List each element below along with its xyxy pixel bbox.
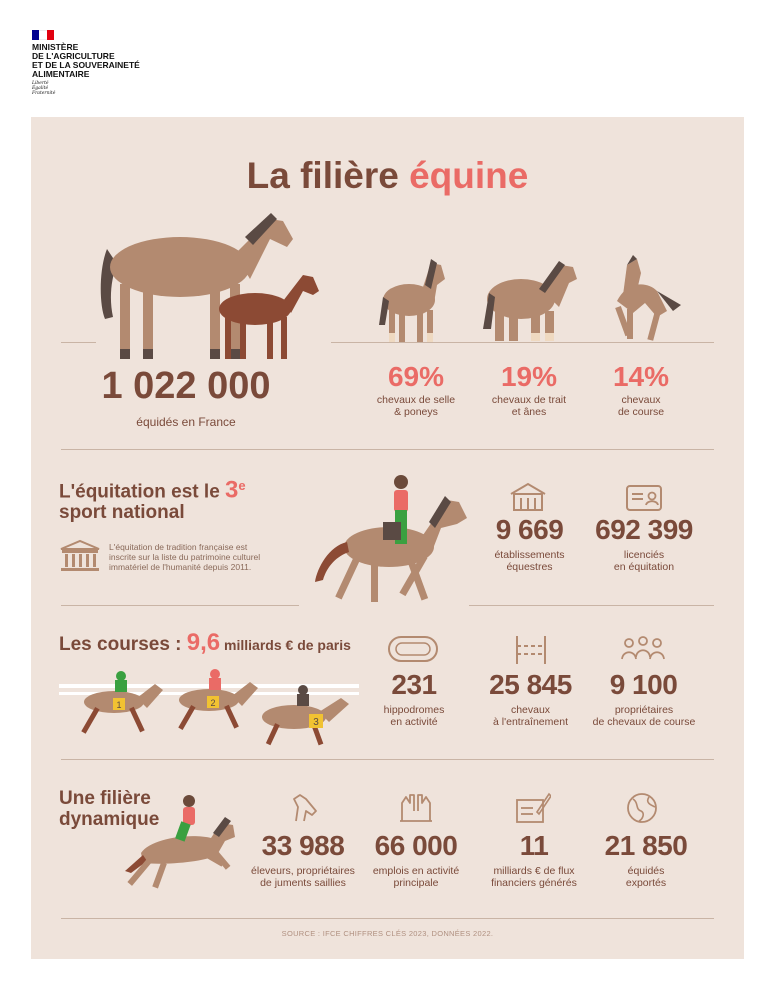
section-divider — [61, 605, 299, 606]
equitation-heading: L'équitation est le 3e sport national — [59, 476, 246, 524]
licencies-value: 692 399 — [595, 514, 693, 545]
jersey-number-1: 1 — [116, 700, 122, 710]
emplois-value: 66 000 — [374, 830, 458, 861]
etablissements-label: établissements équestres — [494, 549, 565, 573]
flux-label: milliards € de flux financiers générés — [491, 865, 577, 889]
jumping-horse-illustration — [121, 793, 241, 898]
infographic-panel — [31, 117, 744, 959]
pct-selle-label: chevaux de selle & poneys — [376, 394, 456, 418]
pct-trait: 19% — [500, 361, 558, 392]
handshake-icon — [396, 791, 436, 825]
stable-icon — [509, 482, 547, 512]
jersey-number-3: 3 — [313, 717, 319, 728]
licencies-label: licenciés en équitation — [613, 549, 675, 573]
eleveurs-value: 33 988 — [261, 830, 345, 861]
filiere-heading: Une filière dynamique — [59, 788, 160, 830]
unesco-note: L'équitation de tradition française est inscrite sur la liste du patrimoine culturel immatériel de l'humanité depuis 2011. — [109, 542, 261, 572]
section-divider — [469, 605, 714, 606]
ministry-name: MINISTÈRE DE L'AGRICULTURE ET DE LA SOUVERAINETÉ ALIMENTAIRE — [32, 42, 140, 79]
racing-horses-illustration — [59, 662, 359, 747]
section-divider — [61, 918, 714, 919]
chevaux-entrainement-value: 25 845 — [489, 669, 572, 700]
pony-icon — [379, 255, 449, 347]
unesco-temple-icon — [59, 539, 101, 573]
source-note: SOURCE : IFCE CHIFFRES CLÉS 2023, DONNÉES 2022. — [281, 929, 494, 938]
proprietaires-value: 9 100 — [609, 669, 678, 700]
globe-icon — [625, 791, 659, 825]
racetrack-icon — [387, 634, 439, 664]
people-icon — [619, 635, 667, 663]
section-divider — [61, 449, 714, 450]
equides-total-label: équidés en France — [136, 415, 236, 429]
rider-horse-illustration — [309, 472, 474, 612]
license-card-icon — [625, 483, 663, 513]
horse-head-icon — [286, 791, 320, 825]
chevaux-entrainement-label: chevaux à l'entraînement — [493, 704, 568, 728]
pct-selle: 69% — [387, 361, 445, 392]
eleveurs-label: éleveurs, propriétaires de juments saillies — [251, 865, 355, 889]
pct-trait-label: chevaux de trait et ânes — [491, 394, 567, 418]
section-divider — [61, 759, 714, 760]
hippodromes-label: hippodromes en activité — [383, 704, 445, 728]
race-horse-icon — [597, 251, 687, 351]
courses-heading: Les courses : 9,6 milliards € de paris — [59, 629, 351, 656]
jersey-number-2: 2 — [210, 698, 216, 708]
draft-horse-icon — [479, 253, 579, 347]
flux-value: 11 — [519, 830, 549, 861]
ministry-logo — [32, 30, 172, 96]
obstacle-icon — [511, 634, 551, 666]
divider — [61, 342, 96, 343]
emplois-label: emplois en activité principale — [372, 865, 460, 889]
pct-course: 14% — [612, 361, 670, 392]
hippodromes-value: 231 — [391, 669, 437, 700]
equides-total: 1 022 000 — [101, 365, 271, 407]
exportes-value: 21 850 — [604, 830, 688, 861]
mare-and-foal-illustration — [95, 209, 330, 369]
french-flag-icon — [32, 30, 54, 40]
republic-motto: Liberté Égalité Fraternité — [32, 81, 56, 96]
proprietaires-label: propriétaires de chevaux de course — [592, 704, 696, 728]
document-sign-icon — [515, 790, 551, 826]
page-title: La filière équine — [246, 155, 529, 196]
etablissements-value: 9 669 — [495, 514, 564, 545]
exportes-label: équidés exportés — [625, 865, 667, 889]
pct-course-label: chevaux de course — [617, 394, 665, 418]
